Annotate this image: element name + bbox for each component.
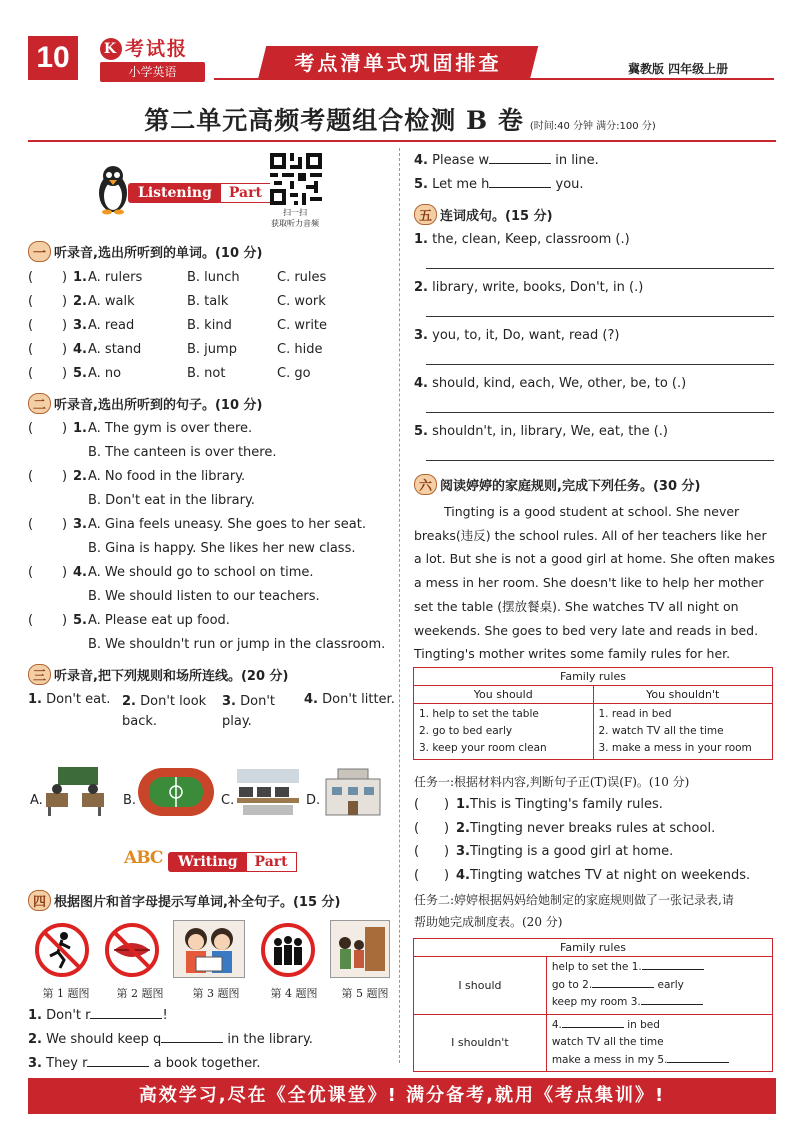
list-item: ( ) 2. A. walk B. talk C. work — [28, 294, 326, 309]
quiet-lips-sign-icon — [104, 922, 160, 982]
task-1-list — [414, 797, 776, 891]
blank-field[interactable] — [562, 1018, 624, 1028]
place-a-label: A. — [30, 793, 43, 808]
list-item: ( ) 1. This is Tingting's family rules. — [414, 797, 663, 812]
section-2-title: 二 听录音,选出所听到的句子。(10 分) — [28, 393, 262, 414]
answer-line[interactable] — [426, 316, 774, 317]
section-5-list — [414, 232, 776, 472]
section-badge: 二 — [28, 393, 51, 414]
list-item: 4. should, kind, each, We, other, be, to (.) — [414, 376, 776, 424]
listening-part-banner: Listening Part — [128, 183, 271, 203]
list-item: 2. library, write, books, Don't, in (.) — [414, 280, 776, 328]
list-item: ( ) 2. Tingting never breaks rules at school. — [414, 820, 716, 836]
page-number: 10 — [28, 36, 78, 80]
list-item: ( ) 4. Tingting watches TV at night on weekends. — [414, 867, 751, 883]
family-rules-record-table: Family rules I should help to set the 1. go to 2. early keep my room 3. I shouldn't 4. in bed watch TV all the time make a mess in my 5. — [413, 938, 773, 1072]
penguin-icon — [96, 163, 130, 219]
list-item: ( ) 1. A. rulers B. lunch C. rules — [28, 270, 327, 285]
reading-together-picture — [173, 920, 245, 978]
logo-subtitle: 小学英语 — [100, 62, 205, 82]
blank-field[interactable] — [489, 152, 551, 164]
reading-passage: Tingting is a good student at school. She never breaks(违反) the school rules. All of her teachers like her a lot. But she is not a good girl at home. She often makes a mess in her room. She doesn't like to help her mother set the table (摆放餐桌). She watches TV all night on weekends. She goes to bed very late and reads in bed. Tingting's mother writes some family rules for her. — [414, 504, 775, 662]
brand-logo: K 考试报 — [100, 34, 208, 61]
section-badge: 五 — [414, 204, 437, 225]
computer-room-picture — [235, 765, 301, 821]
section-1-list — [28, 270, 388, 390]
place-c-label: C. — [221, 793, 235, 808]
task-2-title: 任务二:婷婷根据妈妈给她制定的家庭规则做了一张记录表,请 帮助她完成制度表。(20 分) — [414, 893, 734, 929]
sec4-item-4: 4. Please w in line. — [414, 153, 599, 168]
no-running-sign-icon — [34, 922, 90, 982]
answer-line[interactable] — [426, 364, 774, 365]
family-rules-table: Family rules You should You shouldn't 1. help to set the table 2. go to bed early 3. keep your room clean 1. read in bed 2. watch TV all the time 3. make a mess in your room — [413, 667, 773, 760]
section-4-title: 四 根据图片和首字母提示写单词,补全句子。(15 分) — [28, 890, 340, 911]
list-item: ( ) 4. A. stand B. jump C. hide — [28, 342, 323, 357]
list-item: ( ) 4. A. We should go to school on time. B. We should listen to our teachers. — [28, 565, 320, 604]
place-d-label: D. — [306, 793, 321, 808]
blank-field[interactable] — [667, 1053, 729, 1063]
place-b-label: B. — [123, 793, 137, 808]
writing-part-banner: Writing Part — [168, 852, 297, 872]
helping-picture — [330, 920, 390, 978]
list-item: 5. shouldn't, in, library, We, eat, the (.) — [414, 424, 776, 472]
answer-line[interactable] — [426, 268, 774, 269]
section-3-title: 三 听录音,把下列规则和场所连线。(20 分) — [28, 664, 288, 685]
qr-code-icon[interactable] — [270, 153, 322, 205]
list-item: ( ) 3. Tingting is a good girl at home. — [414, 844, 674, 859]
blank-field[interactable] — [592, 978, 654, 988]
rule-3: 3. Don't play. — [222, 694, 275, 729]
blank-field[interactable] — [90, 1007, 162, 1019]
playground-picture — [137, 767, 215, 821]
section-badge: 四 — [28, 890, 51, 911]
list-item: 3. you, to, it, Do, want, read (?) — [414, 328, 776, 376]
blank-field[interactable] — [642, 960, 704, 970]
sec4-item-1: 1. Don't r ! — [28, 1008, 168, 1023]
blank-field[interactable] — [161, 1031, 223, 1043]
title-note: (时间:40 分钟 满分:100 分) — [529, 121, 656, 132]
list-item: ( ) 3. A. read B. kind C. write — [28, 318, 328, 333]
library-building-picture — [320, 765, 386, 821]
answer-line[interactable] — [426, 460, 774, 461]
sec4-item-2: 2. We should keep q in the library. — [28, 1032, 313, 1047]
list-item: ( ) 2. A. No food in the library. B. Don't eat in the library. — [28, 469, 255, 508]
list-item: ( ) 5. A. no B. not C. go — [28, 366, 311, 381]
classroom-picture — [44, 765, 110, 821]
qr-caption: 扫一扫 获取听力音频 — [271, 208, 319, 228]
abc-icon: ABC — [124, 848, 163, 868]
task-1-title: 任务一:根据材料内容,判断句子正(T)误(F)。(10 分) — [414, 775, 690, 789]
section-1-title: 一 听录音,选出所听到的单词。(10 分) — [28, 241, 262, 262]
blank-field[interactable] — [87, 1055, 149, 1067]
page-title: 第二单元高频考题组合检测 B 卷 (时间:40 分钟 满分:100 分) — [144, 106, 656, 135]
list-item: ( ) 5. A. Please eat up food. B. We shouldn't run or jump in the classroom. — [28, 613, 386, 652]
section-badge: 三 — [28, 664, 51, 685]
section-2-list — [28, 421, 393, 661]
header-banner: 考点清单式巩固排查 — [294, 51, 502, 75]
blank-field[interactable] — [641, 995, 703, 1005]
footer-banner: 高效学习,尽在《全优课堂》! 满分备考,就用《考点集训》! — [28, 1078, 776, 1114]
sec4-captions: 第 1 题图 第 2 题图 第 3 题图 第 4 题图 第 5 题图 — [42, 987, 389, 1000]
queue-sign-icon — [260, 922, 316, 982]
section-badge: 一 — [28, 241, 51, 262]
list-item: ( ) 1. A. The gym is over there. B. The canteen is over there. — [28, 421, 277, 460]
logo-k-icon: K — [100, 38, 122, 60]
rule-2: 2. Don't look back. — [122, 694, 207, 729]
section-5-title: 五 连词成句。(15 分) — [414, 204, 553, 225]
answer-line[interactable] — [426, 412, 774, 413]
sec4-item-3: 3. They r a book together. — [28, 1056, 261, 1071]
section-badge: 六 — [414, 474, 437, 495]
rule-1: 1. Don't eat. — [28, 692, 111, 707]
title-rule — [28, 140, 776, 142]
sec4-item-5: 5. Let me h you. — [414, 177, 584, 192]
list-item: 1. the, clean, Keep, classroom (.) — [414, 232, 776, 280]
blank-field[interactable] — [489, 176, 551, 188]
list-item: ( ) 3. A. Gina feels uneasy. She goes to her seat. B. Gina is happy. She likes her new class. — [28, 517, 366, 556]
column-divider — [399, 148, 400, 1063]
section-6-title: 六 阅读婷婷的家庭规则,完成下列任务。(30 分) — [414, 474, 700, 495]
rule-4: 4. Don't litter. — [304, 692, 395, 707]
edition-label: 冀教版 四年级上册 — [628, 62, 729, 76]
